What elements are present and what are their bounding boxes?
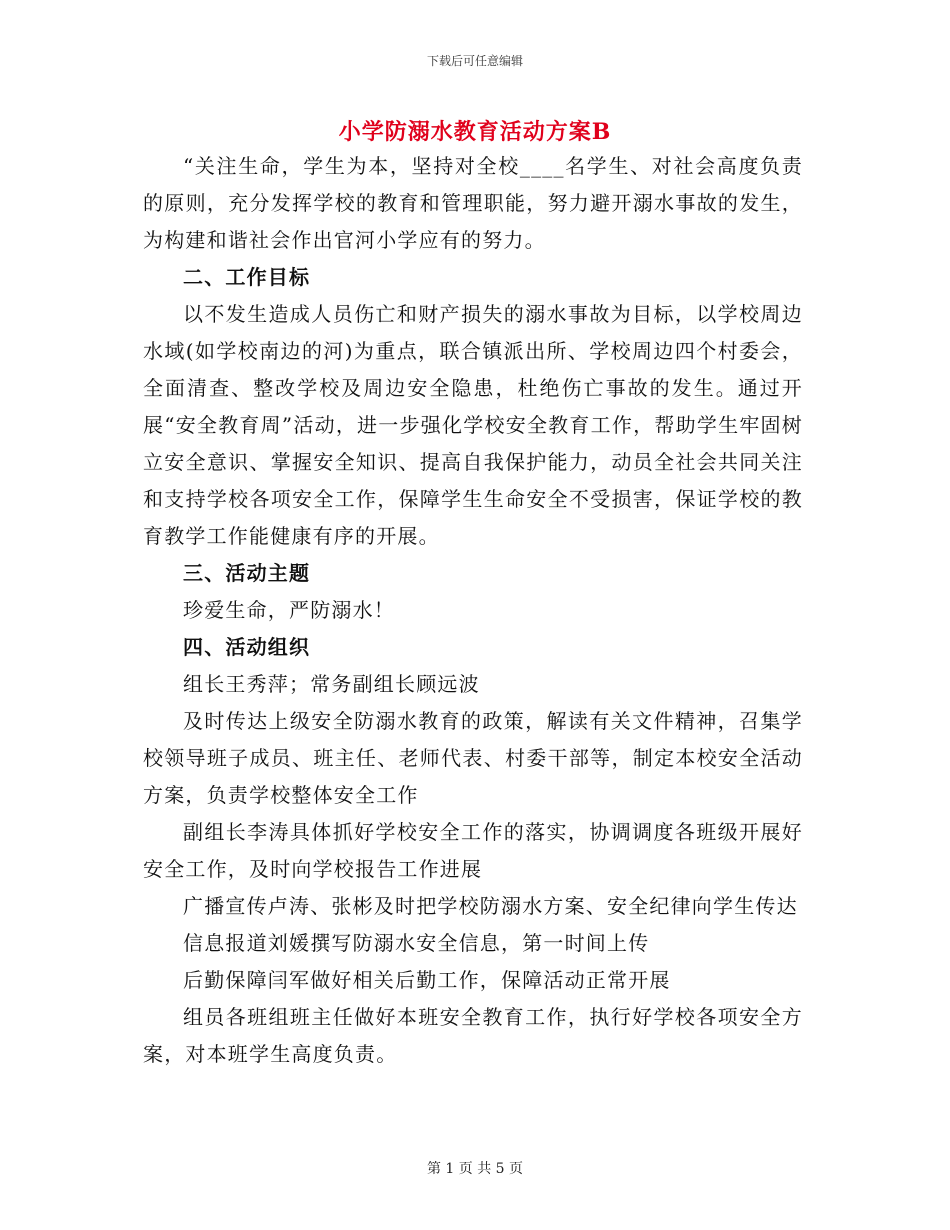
goals-paragraph: 以不发生造成人员伤亡和财产损失的溺水事故为目标，以学校周边水域(如学校南边的河)为重点，联合镇派出所、学校周边四个村委会，全面清查、整改学校及周边安全隐患，杜绝伤亡事故的发生。通过开展“安全教育周”活动，进一步强化学校安全教育工作，帮助学生牢固树立安全意识、掌握安全知识、提高自我保护能力，动员全社会共同关注和支持学校各项安全工作，保障学生生命安全不受损害，保证学校的教育教学工作能健康有序的开展。 (143, 302, 803, 548)
leader-paragraph: 组长王秀萍；常务副组长顾远波 (183, 672, 480, 696)
theme-paragraph: 珍爱生命，严防溺水！ (183, 598, 395, 622)
document-title: 小学防溺水教育活动方案B (338, 119, 612, 145)
intro-paragraph: “关注生命，学生为本，坚持对全校____名学生、对社会高度负责的原则，充分发挥学校的教育和管理职能，努力避开溺水事故的发生，为构建和谐社会作出官河小学应有的努力。 (143, 154, 803, 252)
deputy-paragraph: 副组长李涛具体抓好学校安全工作的落实，协调调度各班级开展好安全工作，及时向学校报告工作进展 (143, 820, 803, 881)
page-footer: 第 1 页 共 5 页 (426, 1161, 524, 1177)
logistics-paragraph: 后勤保障闫军做好相关后勤工作，保障活动正常开展 (183, 968, 671, 992)
broadcast-paragraph: 广播宣传卢涛、张彬及时把学校防溺水方案、安全纪律向学生传达 (183, 894, 798, 918)
section-heading-theme: 三、活动主题 (183, 561, 311, 585)
section-heading-organization: 四、活动组织 (183, 635, 311, 659)
news-paragraph: 信息报道刘媛撰写防溺水安全信息，第一时间上传 (183, 931, 650, 955)
section-heading-goals: 二、工作目标 (183, 265, 311, 289)
members-paragraph: 组员各班组班主任做好本班安全教育工作，执行好学校各项安全方案，对本班学生高度负责。 (143, 1005, 803, 1066)
document-body (143, 148, 803, 1073)
leader-duties-paragraph: 及时传达上级安全防溺水教育的政策，解读有关文件精神，召集学校领导班子成员、班主任、老师代表、村委干部等，制定本校安全活动方案，负责学校整体安全工作 (143, 709, 803, 807)
page-header: 下载后可任意编辑 (426, 54, 523, 68)
